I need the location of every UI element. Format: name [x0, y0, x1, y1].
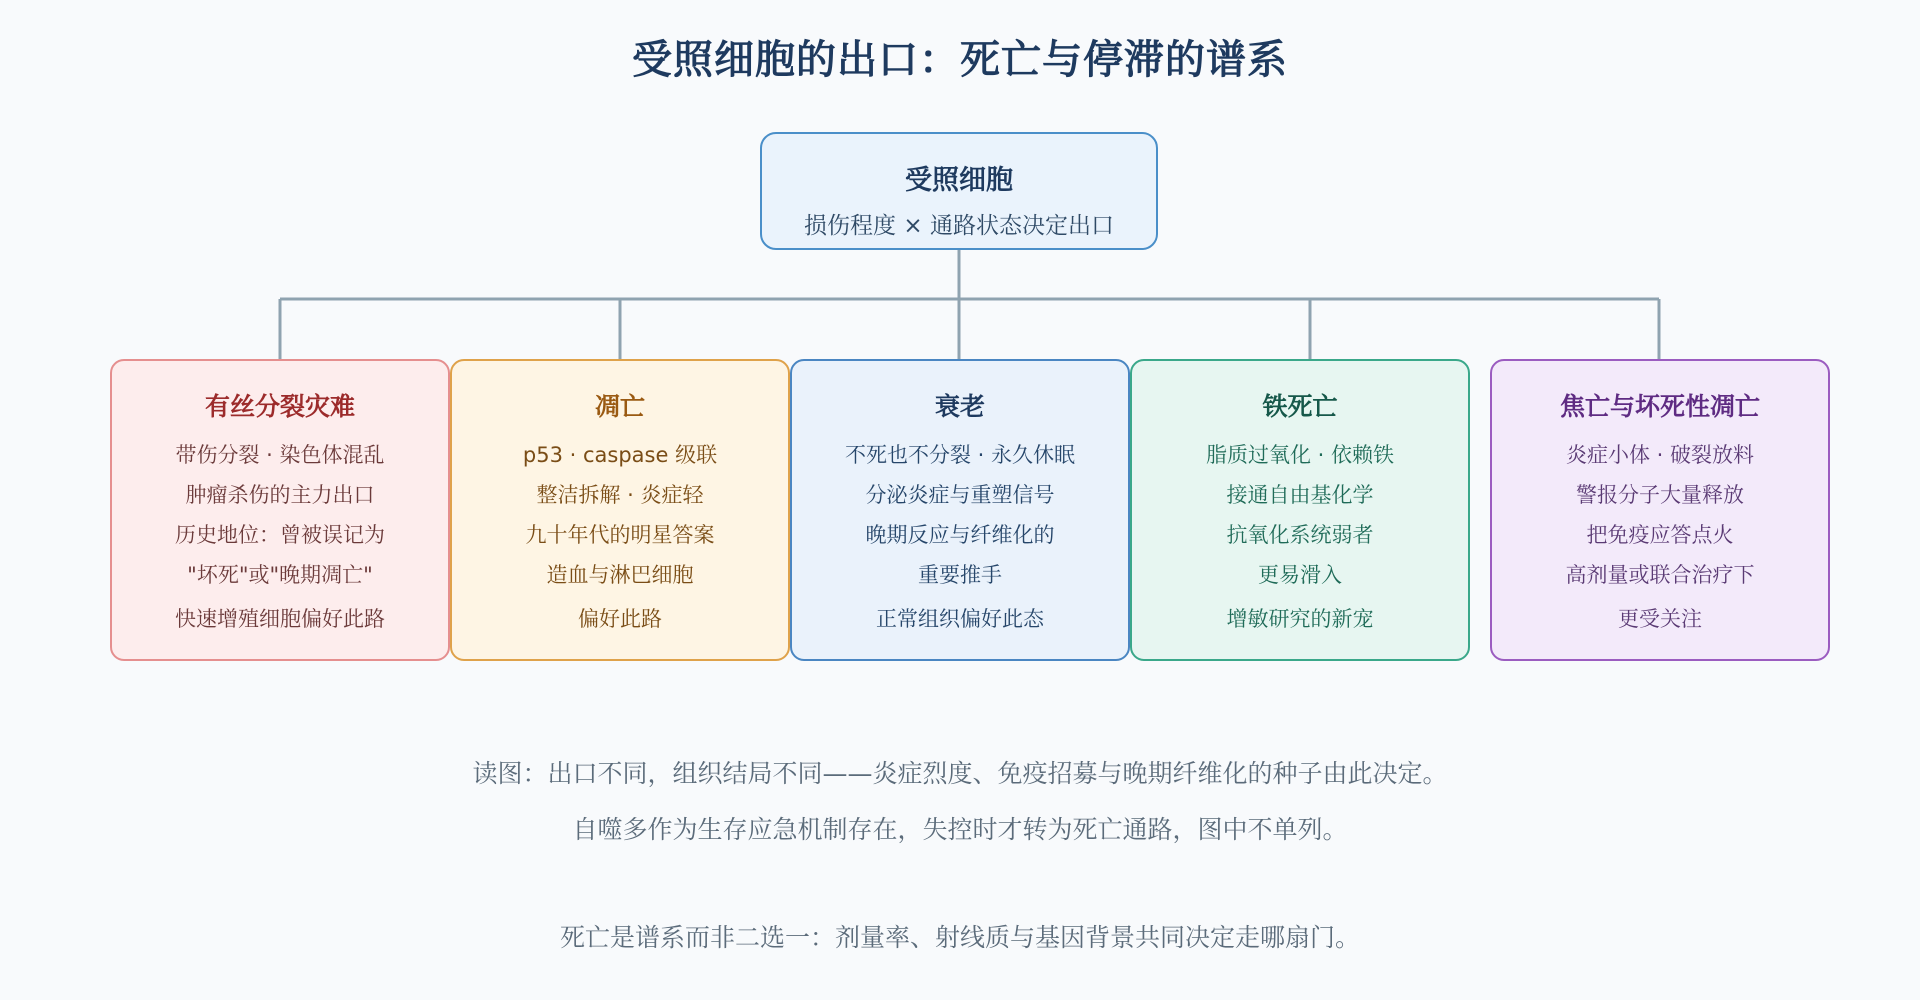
- branch-line: 接通自由基化学: [1226, 483, 1374, 507]
- branch-title: 铁死亡: [1262, 392, 1338, 421]
- branch-footer: 更受关注: [1618, 607, 1702, 631]
- branch-senescence: [790, 359, 1130, 661]
- branch-footer: 偏好此路: [578, 607, 662, 631]
- branch-line: 分泌炎症与重塑信号: [865, 483, 1055, 507]
- branch-title: 有丝分裂灾难: [204, 392, 355, 421]
- branch-line: 脂质过氧化 · 依赖铁: [1205, 443, 1395, 467]
- branch-footer: 增敏研究的新宠: [1226, 607, 1374, 631]
- root-title: 受照细胞: [905, 165, 1013, 196]
- diagram-title: 受照细胞的出口：死亡与停滞的谱系: [632, 37, 1288, 83]
- branch-ferroptosis: [1130, 359, 1470, 661]
- branch-line: 整洁拆解 · 炎症轻: [536, 483, 704, 507]
- branch-line: 高剂量或联合治疗下: [1565, 563, 1755, 587]
- branch-title: 焦亡与坏死性凋亡: [1559, 392, 1760, 421]
- branch-line: 警报分子大量释放: [1576, 483, 1744, 507]
- branch-line: 不死也不分裂 · 永久休眠: [844, 443, 1076, 467]
- branch-line: 肿瘤杀伤的主力出口: [185, 483, 375, 507]
- branch-line: "坏死"或"晚期凋亡": [187, 563, 373, 587]
- branch-line: 炎症小体 · 破裂放料: [1565, 443, 1755, 467]
- reading-note: 读图：出口不同，组织结局不同——炎症烈度、免疫招募与晚期纤维化的种子由此决定。: [472, 759, 1448, 788]
- autophagy-note: 自噬多作为生存应急机制存在，失控时才转为死亡通路，图中不单列。: [572, 815, 1348, 844]
- branch-line: 晚期反应与纤维化的: [865, 523, 1055, 547]
- branch-apoptosis: [450, 359, 790, 661]
- spectrum-note: 死亡是谱系而非二选一：剂量率、射线质与基因背景共同决定走哪扇门。: [559, 923, 1360, 952]
- branch-title: 凋亡: [594, 392, 645, 421]
- branch-pyroptosis-necroptosis: [1490, 359, 1830, 661]
- branch-mitotic-catastrophe: [110, 359, 450, 661]
- branch-title: 衰老: [934, 392, 985, 421]
- branch-footer: 快速增殖细胞偏好此路: [175, 607, 385, 631]
- branch-line: 更易滑入: [1258, 563, 1342, 587]
- branch-line: 抗氧化系统弱者: [1226, 523, 1374, 547]
- branch-line: 九十年代的明星答案: [525, 523, 715, 547]
- branch-line: 造血与淋巴细胞: [546, 563, 694, 587]
- branch-line: 重要推手: [918, 563, 1002, 587]
- branch-line: 带伤分裂 · 染色体混乱: [175, 443, 385, 467]
- branch-line: p53 · caspase 级联: [522, 443, 718, 467]
- branch-line: 历史地位：曾被误记为: [175, 523, 385, 547]
- root-subtitle: 损伤程度 × 通路状态决定出口: [804, 213, 1114, 239]
- root-node: [760, 132, 1158, 250]
- branch-footer: 正常组织偏好此态: [876, 607, 1044, 631]
- branch-line: 把免疫应答点火: [1586, 523, 1734, 547]
